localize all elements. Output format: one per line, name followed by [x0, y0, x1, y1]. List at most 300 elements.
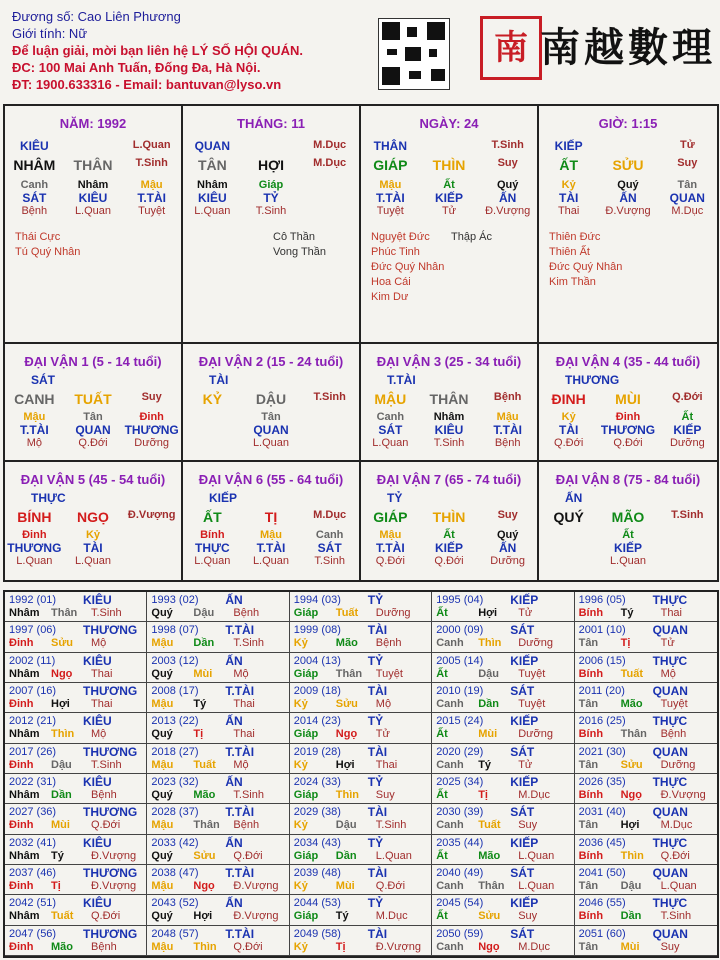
- dai-van-grid: [3, 342, 719, 582]
- hidden-state: Q.Đới: [375, 555, 405, 567]
- year-state: Tuyệt: [518, 667, 546, 680]
- year-god: KIÊU: [83, 593, 112, 607]
- year-god: SÁT: [510, 744, 535, 759]
- year-label: 2036 (45): [578, 836, 626, 849]
- dai-van-state: Đ.Vượng: [127, 509, 176, 521]
- year-chi: Thân: [620, 728, 647, 741]
- year-cell: [5, 926, 147, 956]
- year-god: T.TÀI: [225, 866, 255, 880]
- year-cell: [5, 835, 147, 865]
- hidden-state: [658, 555, 717, 567]
- hidden-state: [122, 555, 181, 567]
- year-chi: Hợi: [193, 910, 213, 923]
- dai-van-7: [361, 462, 539, 580]
- year-cell: [432, 683, 574, 713]
- year-label: 2031 (40): [578, 806, 626, 819]
- dai-van-chi: THÂN: [429, 391, 469, 407]
- year-can: Ất: [436, 667, 448, 680]
- year-chi: Tuất: [51, 910, 74, 923]
- hidden-stem: Quý: [617, 179, 639, 191]
- year-can: Nhâm: [9, 789, 40, 801]
- year-cell: [575, 774, 717, 804]
- year-god: TỶ: [367, 714, 384, 729]
- year-cell: [290, 804, 432, 834]
- year-god: QUAN: [652, 926, 688, 941]
- dai-van-god: THƯƠNG: [565, 373, 620, 387]
- dai-van-states-row: [183, 437, 359, 449]
- year-god: TÀI: [367, 866, 388, 880]
- dai-van-god: KIẾP: [209, 491, 238, 505]
- year-chi: Thìn: [478, 637, 502, 650]
- hidden-stem: Bính: [200, 529, 225, 541]
- year-cell: [5, 774, 147, 804]
- year-cell: [575, 653, 717, 683]
- year-can: Kỷ: [293, 940, 308, 953]
- hidden-god: KIÊU: [197, 191, 227, 205]
- year-cell: [432, 713, 574, 743]
- hidden-stem: Canh: [315, 529, 344, 541]
- year-chi: Mùi: [335, 880, 355, 892]
- year-god: TỶ: [367, 896, 384, 911]
- year-chi: Tuất: [620, 667, 643, 680]
- year-can: Mậu: [151, 758, 174, 771]
- year-can: Mậu: [151, 698, 174, 710]
- pillar-cc-row: [5, 157, 181, 173]
- year-label: 2044 (53): [293, 897, 341, 910]
- hidden-stem: Nhâm: [77, 179, 109, 191]
- year-label: 2004 (13): [293, 654, 341, 667]
- year-state: M.Dục: [518, 940, 550, 953]
- dai-van-hidden-row: [361, 529, 537, 541]
- year-label: 2023 (32): [151, 776, 199, 788]
- year-chi: Dậu: [51, 758, 72, 771]
- year-label: 2043 (52): [151, 897, 199, 910]
- hidden-stem: [122, 529, 181, 541]
- hidden-god: TÀI: [558, 423, 579, 437]
- year-can: Giáp: [293, 910, 319, 923]
- year-can: Quý: [151, 910, 173, 923]
- hidden-state: T.Sinh: [433, 437, 465, 449]
- year-chi: Thân: [335, 667, 363, 680]
- dai-van-god: TÀI: [209, 373, 229, 387]
- hidden-stem: Đinh: [615, 411, 641, 423]
- star-item: Nguyệt Đức: [371, 231, 430, 243]
- contact-line-2: ĐC: 100 Mai Anh Tuấn, Đống Đa, Hà Nội.: [12, 60, 261, 75]
- year-cell: [575, 835, 717, 865]
- year-chi: Hợi: [335, 758, 355, 771]
- dai-van-god: SÁT: [31, 373, 55, 387]
- dai-van-state: Q.Đới: [672, 391, 703, 403]
- pillar-cc-row: [539, 157, 717, 173]
- year-state: M.Dục: [375, 910, 408, 923]
- year-cell: [5, 653, 147, 683]
- dai-van-state: T.Sinh: [671, 509, 704, 521]
- hidden-stem: Mậu: [259, 529, 282, 541]
- hidden-state: [183, 437, 242, 449]
- year-god: KIÊU: [83, 896, 112, 911]
- dai-van-4: [539, 344, 717, 462]
- year-can: Kỷ: [293, 698, 308, 710]
- pillar-states-row: [5, 205, 181, 217]
- year-label: 2014 (23): [293, 715, 341, 728]
- pillar-top-row: [5, 139, 181, 153]
- year-cell: [575, 683, 717, 713]
- year-chi: Tuất: [478, 819, 501, 832]
- year-label: 2048 (57): [151, 927, 199, 940]
- year-can: Kỷ: [293, 758, 308, 771]
- hidden-stem: [300, 411, 359, 423]
- year-state: Dưỡng: [660, 758, 696, 771]
- pillar-chi-state: Suy: [497, 157, 518, 169]
- year-can: Tân: [578, 819, 599, 832]
- year-god: KIẾP: [510, 775, 539, 789]
- pillar-chi: HỢI: [258, 157, 284, 173]
- hidden-stem: Mậu: [496, 411, 519, 423]
- hidden-stem: Quý: [496, 179, 519, 191]
- star-item: Thái Cực: [15, 231, 61, 243]
- hidden-god: QUAN: [75, 423, 111, 437]
- hidden-god: THƯƠNG: [600, 423, 656, 437]
- year-label: 2030 (39): [436, 806, 484, 819]
- year-state: Q.Đới: [233, 940, 263, 953]
- year-state: Mộ: [233, 758, 249, 771]
- year-cell: [147, 865, 289, 895]
- year-label: 1995 (04): [436, 594, 484, 606]
- dai-van-states-row: [5, 437, 181, 449]
- hidden-state: Dưỡng: [134, 437, 170, 449]
- year-can: Giáp: [293, 667, 319, 680]
- pillar-stars-2: [273, 230, 326, 260]
- year-state: L.Quan: [518, 880, 555, 892]
- year-cell: [290, 835, 432, 865]
- hidden-stem: Canh: [376, 411, 405, 423]
- year-god: TÀI: [367, 805, 388, 820]
- year-state: Q.Đới: [660, 849, 690, 862]
- year-label: 2039 (48): [293, 867, 341, 879]
- year-cell: [147, 592, 289, 622]
- dai-van-hidden-gods-row: [5, 541, 181, 555]
- year-chi: Tý: [51, 849, 64, 862]
- star-item: Đức Quý Nhân: [549, 261, 623, 273]
- hidden-god: T.TÀI: [137, 191, 166, 205]
- pillar-top-row: [183, 139, 359, 153]
- dai-van-title: ĐẠI VẬN 4 (35 - 44 tuổi): [555, 354, 701, 369]
- hidden-stem: Đinh: [139, 411, 164, 423]
- year-chi: Dậu: [478, 667, 499, 680]
- year-can: Mậu: [151, 819, 174, 832]
- year-god: THỰC: [652, 835, 688, 850]
- year-can: Nhâm: [9, 728, 40, 741]
- year-chi: Mão: [620, 698, 643, 710]
- pillar-chi: THÌN: [432, 157, 466, 173]
- pillar-can: ẤT: [559, 157, 578, 173]
- dai-van-can: CANH: [14, 391, 55, 407]
- year-state: Đ.Vượng: [233, 910, 279, 923]
- dai-van-title: ĐẠI VẬN 5 (45 - 54 tuổi): [20, 472, 166, 487]
- year-god: KIẾP: [510, 653, 539, 668]
- year-label: 2028 (37): [151, 806, 199, 819]
- year-chi: Mùi: [478, 728, 498, 741]
- hidden-god: [658, 541, 717, 555]
- dai-van-chi: THÌN: [432, 509, 466, 525]
- year-cell: [5, 865, 147, 895]
- year-can: Tân: [578, 880, 599, 892]
- dai-van-title: ĐẠI VẬN 8 (75 - 84 tuổi): [555, 472, 701, 487]
- hidden-stem: Nhâm: [197, 179, 228, 191]
- hidden-state: Tử: [441, 205, 457, 217]
- dai-van-cc-row: [183, 391, 359, 407]
- year-cell: [432, 804, 574, 834]
- year-cell: [290, 926, 432, 956]
- year-cell: [5, 622, 147, 652]
- year-cell: [290, 713, 432, 743]
- year-god: THƯƠNG: [83, 926, 138, 941]
- year-can: Quý: [151, 849, 173, 862]
- year-cell: [432, 653, 574, 683]
- year-god: T.TÀI: [225, 684, 255, 698]
- dai-van-states-row: [183, 555, 359, 567]
- hidden-state: Q.Đới: [434, 555, 464, 567]
- year-chi: Tý: [193, 698, 207, 710]
- year-can: Quý: [151, 607, 173, 619]
- hidden-god: ẤN: [498, 191, 517, 205]
- year-label: 2006 (15): [578, 654, 626, 667]
- hidden-god: T.TÀI: [19, 423, 49, 437]
- year-chi: Ngọ: [335, 728, 358, 741]
- pillar-title: NĂM: 1992: [59, 116, 127, 131]
- year-chi: Tý: [335, 910, 349, 923]
- year-can: Giáp: [293, 728, 319, 741]
- dai-van-hidden-gods-row: [361, 423, 537, 437]
- logo-seal: 南: [480, 16, 542, 80]
- year-cell: [5, 683, 147, 713]
- dai-van-state: T.Sinh: [313, 391, 346, 403]
- year-chi: Tý: [478, 758, 492, 771]
- pillar-hidden-gods-row: [539, 191, 717, 205]
- year-god: THỰC: [652, 593, 688, 607]
- pillar-god: KIÊU: [19, 139, 49, 153]
- spacer: [420, 139, 479, 153]
- year-can: Giáp: [293, 849, 319, 862]
- year-god: KIÊU: [83, 775, 112, 789]
- year-state: L.Quan: [660, 880, 697, 892]
- year-state: Bệnh: [233, 607, 260, 619]
- year-god: KIẾP: [510, 835, 539, 850]
- pillar-can: GIÁP: [373, 157, 408, 173]
- year-can: Nhâm: [9, 849, 40, 862]
- year-god: QUAN: [652, 866, 688, 880]
- hidden-state: [300, 437, 359, 449]
- dai-van-hidden-row: [183, 411, 359, 423]
- pillar-hidden-row: [5, 179, 181, 191]
- year-can: Mậu: [151, 880, 174, 892]
- hidden-god: [300, 423, 359, 437]
- dai-van-cc-row: [361, 391, 537, 407]
- year-state: Tử: [518, 758, 533, 771]
- year-cell: [290, 592, 432, 622]
- year-label: 2032 (41): [9, 836, 57, 849]
- year-state: Q.Đới: [91, 819, 121, 832]
- hidden-god: [539, 541, 598, 555]
- dai-van-god: T.TÀI: [387, 373, 416, 387]
- year-state: Tử: [375, 728, 390, 741]
- year-chi: Ngọ: [620, 789, 642, 801]
- year-god: THƯƠNG: [83, 684, 138, 698]
- year-god: TÀI: [367, 684, 388, 698]
- year-label: 2047 (56): [9, 927, 57, 940]
- year-state: Tuyệt: [518, 698, 546, 710]
- year-cell: [575, 592, 717, 622]
- year-label: 2007 (16): [9, 685, 57, 697]
- year-label: 2000 (09): [436, 624, 484, 637]
- year-can: Bính: [578, 789, 604, 801]
- year-god: QUAN: [652, 623, 688, 638]
- name-line: Đương số: Cao Liên Phương: [12, 9, 181, 24]
- year-label: 2034 (43): [293, 836, 341, 849]
- year-state: M.Dục: [660, 819, 693, 832]
- year-cell: [432, 835, 574, 865]
- dai-van-hidden-gods-row: [539, 541, 717, 555]
- dai-van-cc-row: [361, 509, 537, 525]
- year-can: Giáp: [293, 607, 319, 619]
- year-label: 1999 (08): [293, 624, 341, 637]
- year-god: TỶ: [367, 593, 384, 607]
- pillar-stars: [15, 230, 80, 260]
- year-label: 2013 (22): [151, 715, 199, 728]
- year-god: TÀI: [367, 926, 388, 941]
- pillar-stars: [371, 230, 444, 305]
- year-chi: Ngọ: [478, 940, 500, 953]
- hidden-state: L.Quan: [74, 205, 112, 217]
- pillar-title: GIỜ: 1:15: [598, 116, 658, 131]
- year-cell: [575, 926, 717, 956]
- hidden-god: SÁT: [317, 541, 342, 555]
- year-chi: Tị: [193, 728, 204, 741]
- year-chi: Sửu: [193, 849, 216, 862]
- hidden-stem: Ất: [681, 411, 694, 423]
- dai-van-hidden-row: [183, 529, 359, 541]
- year-god: TỶ: [367, 775, 384, 789]
- hidden-stem: Giáp: [258, 179, 284, 191]
- year-state: L.Quan: [375, 849, 412, 862]
- dai-van-title: ĐẠI VẬN 3 (25 - 34 tuổi): [376, 354, 522, 369]
- year-chi: Dậu: [335, 819, 357, 832]
- hidden-stem: Mậu: [379, 529, 402, 541]
- year-can: Đinh: [9, 698, 34, 710]
- year-state: Suy: [518, 819, 538, 832]
- year-can: Đinh: [9, 758, 34, 771]
- year-label: 2050 (59): [436, 927, 484, 940]
- year-state: Mộ: [660, 667, 676, 680]
- year-state: L.Quan: [518, 849, 555, 862]
- pillar-hidden-gods-row: [183, 191, 359, 205]
- year-cell: [5, 713, 147, 743]
- year-cell: [575, 744, 717, 774]
- year-state: M.Dục: [518, 789, 550, 801]
- year-label: 2024 (33): [293, 776, 341, 788]
- dai-van-can: QUÝ: [553, 509, 584, 525]
- dai-van-chi: TUẤT: [74, 391, 112, 407]
- year-can: Quý: [151, 667, 173, 680]
- year-label: 2009 (18): [293, 685, 341, 697]
- year-god: KIÊU: [83, 653, 112, 668]
- pillar-top-row: [539, 139, 717, 153]
- year-cell: [432, 895, 574, 925]
- dai-van-state: M.Dục: [313, 509, 347, 521]
- hidden-stem: Kỷ: [85, 529, 101, 541]
- hidden-god: KIẾP: [434, 191, 463, 205]
- year-god: T.TÀI: [225, 926, 255, 941]
- dai-van-chi: MÙI: [615, 391, 641, 407]
- year-cell: [147, 744, 289, 774]
- year-cell: [5, 592, 147, 622]
- hidden-god: ẤN: [619, 191, 637, 205]
- pillar-hidden-gods-row: [361, 191, 537, 205]
- star-item: Đức Quý Nhân: [371, 261, 445, 273]
- pillar-can: TÂN: [197, 157, 227, 173]
- year-god: QUAN: [652, 744, 688, 759]
- year-state: Thai: [233, 698, 255, 710]
- year-god: TỶ: [367, 835, 384, 850]
- hidden-state: Thai: [557, 205, 580, 217]
- hidden-stem: Đinh: [22, 529, 47, 541]
- hidden-god: THƯƠNG: [7, 541, 62, 555]
- pillar-chi: THÂN: [73, 157, 113, 173]
- year-label: 1996 (05): [578, 594, 626, 606]
- dai-van-hidden-row: [361, 411, 537, 423]
- year-cell: [5, 895, 147, 925]
- year-cell: [147, 926, 289, 956]
- hidden-stem: [183, 411, 242, 423]
- pillar-title: NGÀY: 24: [419, 116, 479, 131]
- hidden-god: KIẾP: [434, 541, 463, 555]
- year-can: Tân: [578, 758, 599, 771]
- year-chi: Sửu: [335, 698, 358, 710]
- dai-van-title: ĐẠI VẬN 6 (55 - 64 tuổi): [198, 472, 344, 487]
- contact-line-1: Để luận giải, mời bạn liên hệ LÝ SỐ HỘI QUÁN.: [12, 43, 303, 58]
- hidden-state: [539, 555, 598, 567]
- star-item: Tú Quý Nhân: [15, 246, 81, 258]
- year-state: Dưỡng: [518, 637, 553, 650]
- dai-van-state: Suy: [497, 509, 518, 521]
- hidden-stem: Ất: [622, 529, 634, 541]
- year-state: Đ.Vượng: [660, 789, 706, 801]
- year-can: Mậu: [151, 940, 174, 953]
- year-state: Mộ: [233, 667, 249, 680]
- year-cell: [575, 713, 717, 743]
- year-can: Canh: [436, 758, 464, 771]
- hidden-state: Q.Đới: [78, 437, 108, 449]
- year-can: Nhâm: [9, 667, 40, 680]
- dai-van-states-row: [361, 555, 537, 567]
- year-cell: [432, 744, 574, 774]
- dai-van-hidden-gods-row: [361, 541, 537, 555]
- year-state: T.Sinh: [233, 789, 264, 801]
- year-state: Bệnh: [91, 789, 117, 801]
- pillar-state: Tử: [679, 139, 695, 151]
- year-cell: [147, 622, 289, 652]
- year-label: 2015 (24): [436, 715, 484, 728]
- year-chi: Dần: [51, 789, 72, 801]
- hidden-stem: Mậu: [23, 411, 46, 423]
- year-god: SÁT: [510, 623, 535, 638]
- hidden-god: [122, 541, 181, 555]
- star-item: Kim Thần: [549, 276, 596, 288]
- year-label: 2019 (28): [293, 745, 341, 758]
- hidden-state: L.Quan: [194, 555, 231, 567]
- year-cell: [147, 683, 289, 713]
- year-god: SÁT: [510, 684, 535, 698]
